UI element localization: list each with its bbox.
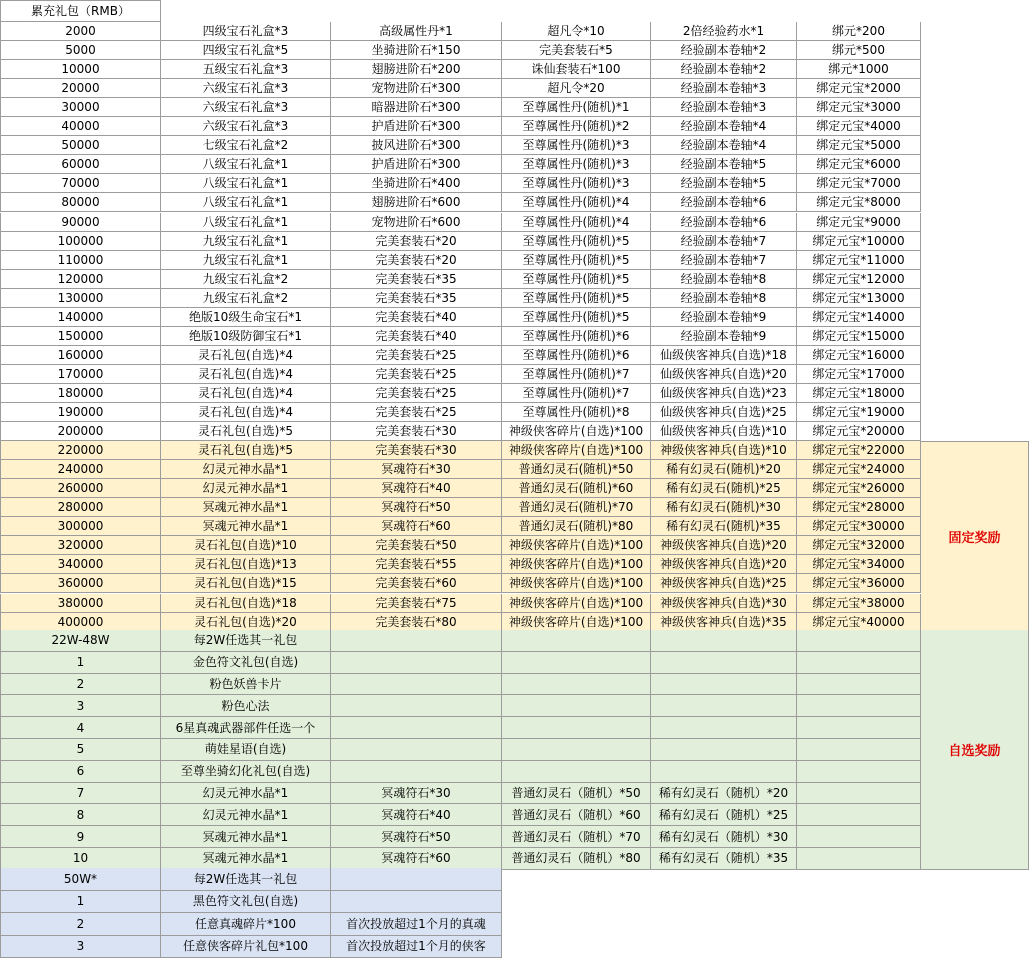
tier-reward: 四级宝石礼盒*3	[161, 22, 331, 41]
optional-index: 5	[0, 739, 161, 761]
tier-reward: 至尊属性丹(随机)*3	[502, 136, 651, 155]
tier-reward: 完美套装石*55	[331, 555, 502, 574]
tier-reward: 绑定元宝*5000	[797, 136, 921, 155]
optional-reward-label: 自选奖励	[921, 630, 1029, 870]
tier-reward: 完美套装石*25	[331, 384, 502, 403]
tier-reward: 六级宝石礼盒*3	[161, 98, 331, 117]
tier-reward: 绑定元宝*34000	[797, 555, 921, 574]
tier-amount: 280000	[0, 498, 161, 517]
sheet-title	[0, 0, 161, 22]
tier-reward: 冥魂符石*30	[331, 460, 502, 479]
optional-reward	[797, 826, 921, 848]
tier-amount: 50000	[0, 136, 161, 155]
tier-reward: 完美套装石*25	[331, 365, 502, 384]
tier-amount: 100000	[0, 232, 161, 251]
tier-reward: 坐骑进阶石*150	[331, 41, 502, 60]
tier-reward: 至尊属性丹(随机)*5	[502, 308, 651, 327]
tier-reward: 翅膀进阶石*600	[331, 193, 502, 212]
tier-reward: 经验副本卷轴*2	[651, 60, 797, 79]
tier-reward: 完美套装石*25	[331, 403, 502, 422]
tier-reward: 至尊属性丹(随机)*2	[502, 117, 651, 136]
optional-reward: 稀有幻灵石（随机）*25	[651, 804, 797, 826]
tier-reward: 冥魂符石*60	[331, 517, 502, 536]
optional-reward	[331, 761, 502, 783]
tier-reward: 绑定元宝*22000	[797, 441, 921, 460]
tier-reward: 仙级侠客神兵(自选)*20	[651, 365, 797, 384]
tier-reward: 冥魂符石*50	[331, 498, 502, 517]
tier-reward: 绑定元宝*20000	[797, 422, 921, 441]
tier-amount: 220000	[0, 441, 161, 460]
tier-reward: 坐骑进阶石*400	[331, 174, 502, 193]
extra-index: 1	[0, 891, 161, 914]
tier-reward: 神级侠客碎片(自选)*100	[502, 574, 651, 593]
optional-reward	[651, 695, 797, 717]
tier-reward: 护盾进阶石*300	[331, 117, 502, 136]
tier-amount: 130000	[0, 289, 161, 308]
optional-reward: 萌娃星语(自选)	[161, 739, 331, 761]
optional-reward	[651, 717, 797, 739]
tier-reward: 九级宝石礼盒*2	[161, 270, 331, 289]
tier-reward: 灵石礼包(自选)*10	[161, 536, 331, 555]
tier-amount: 150000	[0, 327, 161, 346]
tier-reward: 神级侠客神兵(自选)*10	[651, 441, 797, 460]
optional-reward	[502, 761, 651, 783]
tier-reward: 灵石礼包(自选)*5	[161, 441, 331, 460]
tier-reward: 五级宝石礼盒*3	[161, 60, 331, 79]
tier-amount: 380000	[0, 594, 161, 613]
tier-amount: 170000	[0, 365, 161, 384]
tier-amount: 140000	[0, 308, 161, 327]
tier-amount: 110000	[0, 251, 161, 270]
optional-reward	[797, 739, 921, 761]
optional-reward: 冥魂符石*30	[331, 783, 502, 805]
extra-reward: 每2W任选其一礼包	[161, 868, 331, 891]
tier-reward: 完美套装石*25	[331, 346, 502, 365]
tier-reward: 披风进阶石*300	[331, 136, 502, 155]
optional-reward: 幻灵元神水晶*1	[161, 783, 331, 805]
optional-reward: 稀有幻灵石（随机）*35	[651, 848, 797, 870]
optional-reward	[331, 739, 502, 761]
optional-reward	[797, 652, 921, 674]
tier-reward: 完美套装石*75	[331, 594, 502, 613]
tier-reward: 仙级侠客神兵(自选)*25	[651, 403, 797, 422]
tier-amount: 120000	[0, 270, 161, 289]
optional-reward: 粉色妖兽卡片	[161, 674, 331, 696]
tier-reward: 经验副本卷轴*5	[651, 174, 797, 193]
optional-reward	[502, 630, 651, 652]
tier-reward: 超凡令*10	[502, 22, 651, 41]
tier-reward: 经验副本卷轴*8	[651, 270, 797, 289]
tier-reward: 2倍经验药水*1	[651, 22, 797, 41]
optional-reward	[797, 717, 921, 739]
optional-reward	[797, 630, 921, 652]
tier-amount: 180000	[0, 384, 161, 403]
tier-reward: 高级属性丹*1	[331, 22, 502, 41]
tier-reward: 冥魂元神水晶*1	[161, 517, 331, 536]
tier-reward: 稀有幻灵石(随机)*20	[651, 460, 797, 479]
tier-reward: 至尊属性丹(随机)*5	[502, 232, 651, 251]
optional-index: 7	[0, 783, 161, 805]
tier-reward: 至尊属性丹(随机)*4	[502, 193, 651, 212]
tier-reward: 九级宝石礼盒*2	[161, 289, 331, 308]
tier-reward: 诛仙套装石*100	[502, 60, 651, 79]
tier-reward: 绑定元宝*38000	[797, 594, 921, 613]
optional-reward: 金色符文礼包(自选)	[161, 652, 331, 674]
tier-reward: 绑定元宝*7000	[797, 174, 921, 193]
tier-reward: 经验副本卷轴*7	[651, 251, 797, 270]
tier-reward: 绑元*1000	[797, 60, 921, 79]
tier-reward: 绑定元宝*36000	[797, 574, 921, 593]
tier-reward: 绑定元宝*26000	[797, 479, 921, 498]
optional-reward: 粉色心法	[161, 695, 331, 717]
optional-reward	[651, 630, 797, 652]
tier-reward: 至尊属性丹(随机)*7	[502, 365, 651, 384]
tier-reward: 普通幻灵石(随机)*70	[502, 498, 651, 517]
tier-amount: 60000	[0, 155, 161, 174]
tier-reward: 神级侠客碎片(自选)*100	[502, 594, 651, 613]
optional-index: 8	[0, 804, 161, 826]
tier-amount: 320000	[0, 536, 161, 555]
extra-reward	[331, 868, 502, 891]
tier-reward: 神级侠客神兵(自选)*20	[651, 536, 797, 555]
extra-reward: 任意侠客碎片礼包*100	[161, 936, 331, 958]
tier-reward: 冥魂符石*40	[331, 479, 502, 498]
tier-reward: 完美套装石*40	[331, 327, 502, 346]
extra-reward: 黑色符文礼包(自选)	[161, 891, 331, 914]
tier-reward: 宠物进阶石*600	[331, 213, 502, 232]
optional-reward	[651, 652, 797, 674]
optional-reward: 普通幻灵石（随机）*60	[502, 804, 651, 826]
extra-reward	[331, 891, 502, 914]
tier-reward: 八级宝石礼盒*1	[161, 193, 331, 212]
tier-reward: 灵石礼包(自选)*13	[161, 555, 331, 574]
tier-reward: 灵石礼包(自选)*18	[161, 594, 331, 613]
tier-reward: 经验副本卷轴*3	[651, 79, 797, 98]
tier-reward: 普通幻灵石(随机)*60	[502, 479, 651, 498]
optional-reward: 普通幻灵石（随机）*80	[502, 848, 651, 870]
tier-reward: 绑定元宝*28000	[797, 498, 921, 517]
optional-reward: 普通幻灵石（随机）*70	[502, 826, 651, 848]
tier-reward: 至尊属性丹(随机)*5	[502, 270, 651, 289]
tier-reward: 完美套装石*30	[331, 441, 502, 460]
tier-reward: 神级侠客神兵(自选)*25	[651, 574, 797, 593]
tier-reward: 经验副本卷轴*6	[651, 193, 797, 212]
tier-amount: 340000	[0, 555, 161, 574]
optional-reward: 稀有幻灵石（随机）*20	[651, 783, 797, 805]
optional-reward	[797, 783, 921, 805]
tier-reward: 暗器进阶石*300	[331, 98, 502, 117]
optional-reward	[331, 695, 502, 717]
tier-amount: 400000	[0, 613, 161, 632]
tier-reward: 经验副本卷轴*6	[651, 213, 797, 232]
tier-reward: 神级侠客神兵(自选)*35	[651, 613, 797, 632]
tier-reward: 绑定元宝*2000	[797, 79, 921, 98]
sheet-title-text: 累充礼包（RMB）	[31, 4, 130, 18]
tier-reward: 经验副本卷轴*4	[651, 117, 797, 136]
tier-reward: 绑定元宝*13000	[797, 289, 921, 308]
tier-reward: 普通幻灵石(随机)*80	[502, 517, 651, 536]
tier-reward: 完美套装石*20	[331, 232, 502, 251]
extra-reward: 首次投放超过1个月的真魂	[331, 913, 502, 936]
tier-reward: 绑定元宝*24000	[797, 460, 921, 479]
tier-amount: 240000	[0, 460, 161, 479]
tier-reward: 仙级侠客神兵(自选)*23	[651, 384, 797, 403]
tier-reward: 绑定元宝*3000	[797, 98, 921, 117]
tier-reward: 绑定元宝*9000	[797, 213, 921, 232]
tier-reward: 至尊属性丹(随机)*6	[502, 327, 651, 346]
tier-reward: 稀有幻灵石(随机)*25	[651, 479, 797, 498]
optional-reward: 至尊坐骑幻化礼包(自选)	[161, 761, 331, 783]
tier-reward: 完美套装石*35	[331, 270, 502, 289]
tier-amount: 200000	[0, 422, 161, 441]
extra-reward: 任意真魂碎片*100	[161, 913, 331, 936]
tier-reward: 灵石礼包(自选)*4	[161, 365, 331, 384]
tier-reward: 绑元*500	[797, 41, 921, 60]
optional-index: 6	[0, 761, 161, 783]
tier-reward: 护盾进阶石*300	[331, 155, 502, 174]
tier-reward: 仙级侠客神兵(自选)*18	[651, 346, 797, 365]
tier-reward: 绑定元宝*40000	[797, 613, 921, 632]
optional-reward	[331, 674, 502, 696]
optional-index: 3	[0, 695, 161, 717]
tier-reward: 绑定元宝*4000	[797, 117, 921, 136]
tier-reward: 超凡令*20	[502, 79, 651, 98]
optional-reward: 每2W任选其一礼包	[161, 630, 331, 652]
tier-reward: 灵石礼包(自选)*5	[161, 422, 331, 441]
tier-reward: 神级侠客神兵(自选)*30	[651, 594, 797, 613]
optional-index: 1	[0, 652, 161, 674]
optional-reward	[797, 674, 921, 696]
tier-reward: 至尊属性丹(随机)*6	[502, 346, 651, 365]
tier-reward: 经验副本卷轴*5	[651, 155, 797, 174]
optional-reward	[651, 761, 797, 783]
tier-reward: 至尊属性丹(随机)*8	[502, 403, 651, 422]
tier-reward: 绑定元宝*14000	[797, 308, 921, 327]
optional-reward: 幻灵元神水晶*1	[161, 804, 331, 826]
tier-reward: 经验副本卷轴*4	[651, 136, 797, 155]
optional-reward	[797, 848, 921, 870]
tier-reward: 稀有幻灵石(随机)*35	[651, 517, 797, 536]
tier-amount: 300000	[0, 517, 161, 536]
tier-reward: 绑定元宝*15000	[797, 327, 921, 346]
tier-reward: 至尊属性丹(随机)*1	[502, 98, 651, 117]
tier-amount: 360000	[0, 574, 161, 593]
tier-reward: 幻灵元神水晶*1	[161, 460, 331, 479]
tier-amount: 70000	[0, 174, 161, 193]
tier-reward: 六级宝石礼盒*3	[161, 117, 331, 136]
tier-reward: 完美套装石*60	[331, 574, 502, 593]
tier-reward: 灵石礼包(自选)*4	[161, 384, 331, 403]
tier-reward: 绑定元宝*12000	[797, 270, 921, 289]
tier-reward: 灵石礼包(自选)*4	[161, 403, 331, 422]
optional-index: 2	[0, 674, 161, 696]
tier-reward: 神级侠客碎片(自选)*100	[502, 555, 651, 574]
optional-reward: 稀有幻灵石（随机）*30	[651, 826, 797, 848]
fixed-reward-label: 固定奖励	[921, 441, 1029, 632]
optional-reward	[797, 761, 921, 783]
tier-reward: 绑定元宝*32000	[797, 536, 921, 555]
tier-amount: 190000	[0, 403, 161, 422]
optional-reward	[502, 652, 651, 674]
tier-reward: 绑定元宝*17000	[797, 365, 921, 384]
optional-reward	[331, 717, 502, 739]
tier-reward: 九级宝石礼盒*1	[161, 232, 331, 251]
tier-reward: 完美套装石*5	[502, 41, 651, 60]
tier-reward: 七级宝石礼盒*2	[161, 136, 331, 155]
optional-reward: 冥魂符石*50	[331, 826, 502, 848]
tier-reward: 经验副本卷轴*2	[651, 41, 797, 60]
tier-reward: 绑定元宝*8000	[797, 193, 921, 212]
tier-reward: 至尊属性丹(随机)*3	[502, 155, 651, 174]
tier-amount: 5000	[0, 41, 161, 60]
tier-reward: 八级宝石礼盒*1	[161, 213, 331, 232]
tier-reward: 至尊属性丹(随机)*3	[502, 174, 651, 193]
optional-reward: 普通幻灵石（随机）*50	[502, 783, 651, 805]
tier-reward: 幻灵元神水晶*1	[161, 479, 331, 498]
tier-reward: 绑定元宝*10000	[797, 232, 921, 251]
tier-reward: 灵石礼包(自选)*20	[161, 613, 331, 632]
optional-reward	[502, 739, 651, 761]
tier-reward: 绑定元宝*18000	[797, 384, 921, 403]
tier-reward: 完美套装石*40	[331, 308, 502, 327]
tier-reward: 绑元*200	[797, 22, 921, 41]
tier-reward: 宠物进阶石*300	[331, 79, 502, 98]
tier-reward: 经验副本卷轴*8	[651, 289, 797, 308]
tier-reward: 绑定元宝*19000	[797, 403, 921, 422]
tier-reward: 绑定元宝*11000	[797, 251, 921, 270]
tier-reward: 绑定元宝*30000	[797, 517, 921, 536]
tier-reward: 至尊属性丹(随机)*4	[502, 213, 651, 232]
tier-reward: 至尊属性丹(随机)*7	[502, 384, 651, 403]
optional-reward: 冥魂元神水晶*1	[161, 826, 331, 848]
optional-reward	[502, 674, 651, 696]
tier-reward: 神级侠客碎片(自选)*100	[502, 613, 651, 632]
extra-reward: 首次投放超过1个月的侠客	[331, 936, 502, 958]
optional-reward	[651, 674, 797, 696]
tier-reward: 稀有幻灵石(随机)*30	[651, 498, 797, 517]
optional-reward: 冥魂符石*60	[331, 848, 502, 870]
tier-reward: 灵石礼包(自选)*15	[161, 574, 331, 593]
tier-reward: 绑定元宝*16000	[797, 346, 921, 365]
tier-reward: 六级宝石礼盒*3	[161, 79, 331, 98]
tier-amount: 160000	[0, 346, 161, 365]
tier-reward: 至尊属性丹(随机)*5	[502, 251, 651, 270]
tier-amount: 20000	[0, 79, 161, 98]
tier-amount: 80000	[0, 193, 161, 212]
optional-reward: 6星真魂武器部件任选一个	[161, 717, 331, 739]
tier-reward: 完美套装石*35	[331, 289, 502, 308]
optional-reward	[331, 652, 502, 674]
tier-reward: 灵石礼包(自选)*4	[161, 346, 331, 365]
tier-reward: 神级侠客碎片(自选)*100	[502, 536, 651, 555]
tier-reward: 经验副本卷轴*7	[651, 232, 797, 251]
tier-reward: 绑定元宝*6000	[797, 155, 921, 174]
optional-reward: 冥魂符石*40	[331, 804, 502, 826]
tier-reward: 神级侠客碎片(自选)*100	[502, 422, 651, 441]
tier-amount: 90000	[0, 213, 161, 232]
tier-amount: 30000	[0, 98, 161, 117]
tier-reward: 四级宝石礼盒*5	[161, 41, 331, 60]
optional-index: 4	[0, 717, 161, 739]
extra-index: 50W*	[0, 868, 161, 891]
optional-reward	[502, 717, 651, 739]
tier-reward: 经验副本卷轴*3	[651, 98, 797, 117]
optional-index: 10	[0, 848, 161, 870]
tier-reward: 经验副本卷轴*9	[651, 327, 797, 346]
tier-reward: 完美套装石*80	[331, 613, 502, 632]
tier-reward: 翅膀进阶石*200	[331, 60, 502, 79]
tier-reward: 神级侠客神兵(自选)*20	[651, 555, 797, 574]
tier-reward: 九级宝石礼盒*1	[161, 251, 331, 270]
tier-reward: 八级宝石礼盒*1	[161, 174, 331, 193]
tier-amount: 260000	[0, 479, 161, 498]
tier-reward: 经验副本卷轴*9	[651, 308, 797, 327]
extra-index: 3	[0, 936, 161, 958]
optional-reward	[797, 695, 921, 717]
tier-reward: 完美套装石*30	[331, 422, 502, 441]
tier-reward: 神级侠客碎片(自选)*100	[502, 441, 651, 460]
tier-reward: 完美套装石*50	[331, 536, 502, 555]
tier-reward: 绝版10级生命宝石*1	[161, 308, 331, 327]
tier-reward: 仙级侠客神兵(自选)*10	[651, 422, 797, 441]
optional-index: 22W-48W	[0, 630, 161, 652]
optional-reward: 冥魂元神水晶*1	[161, 848, 331, 870]
tier-reward: 冥魂元神水晶*1	[161, 498, 331, 517]
extra-index: 2	[0, 913, 161, 936]
tier-amount: 2000	[0, 22, 161, 41]
tier-amount: 40000	[0, 117, 161, 136]
tier-reward: 普通幻灵石(随机)*50	[502, 460, 651, 479]
tier-reward: 绝版10级防御宝石*1	[161, 327, 331, 346]
optional-index: 9	[0, 826, 161, 848]
tier-reward: 完美套装石*20	[331, 251, 502, 270]
tier-reward: 八级宝石礼盒*1	[161, 155, 331, 174]
tier-reward: 至尊属性丹(随机)*5	[502, 289, 651, 308]
optional-reward	[797, 804, 921, 826]
optional-reward	[331, 630, 502, 652]
optional-reward	[651, 739, 797, 761]
tier-amount: 10000	[0, 60, 161, 79]
optional-reward	[502, 695, 651, 717]
